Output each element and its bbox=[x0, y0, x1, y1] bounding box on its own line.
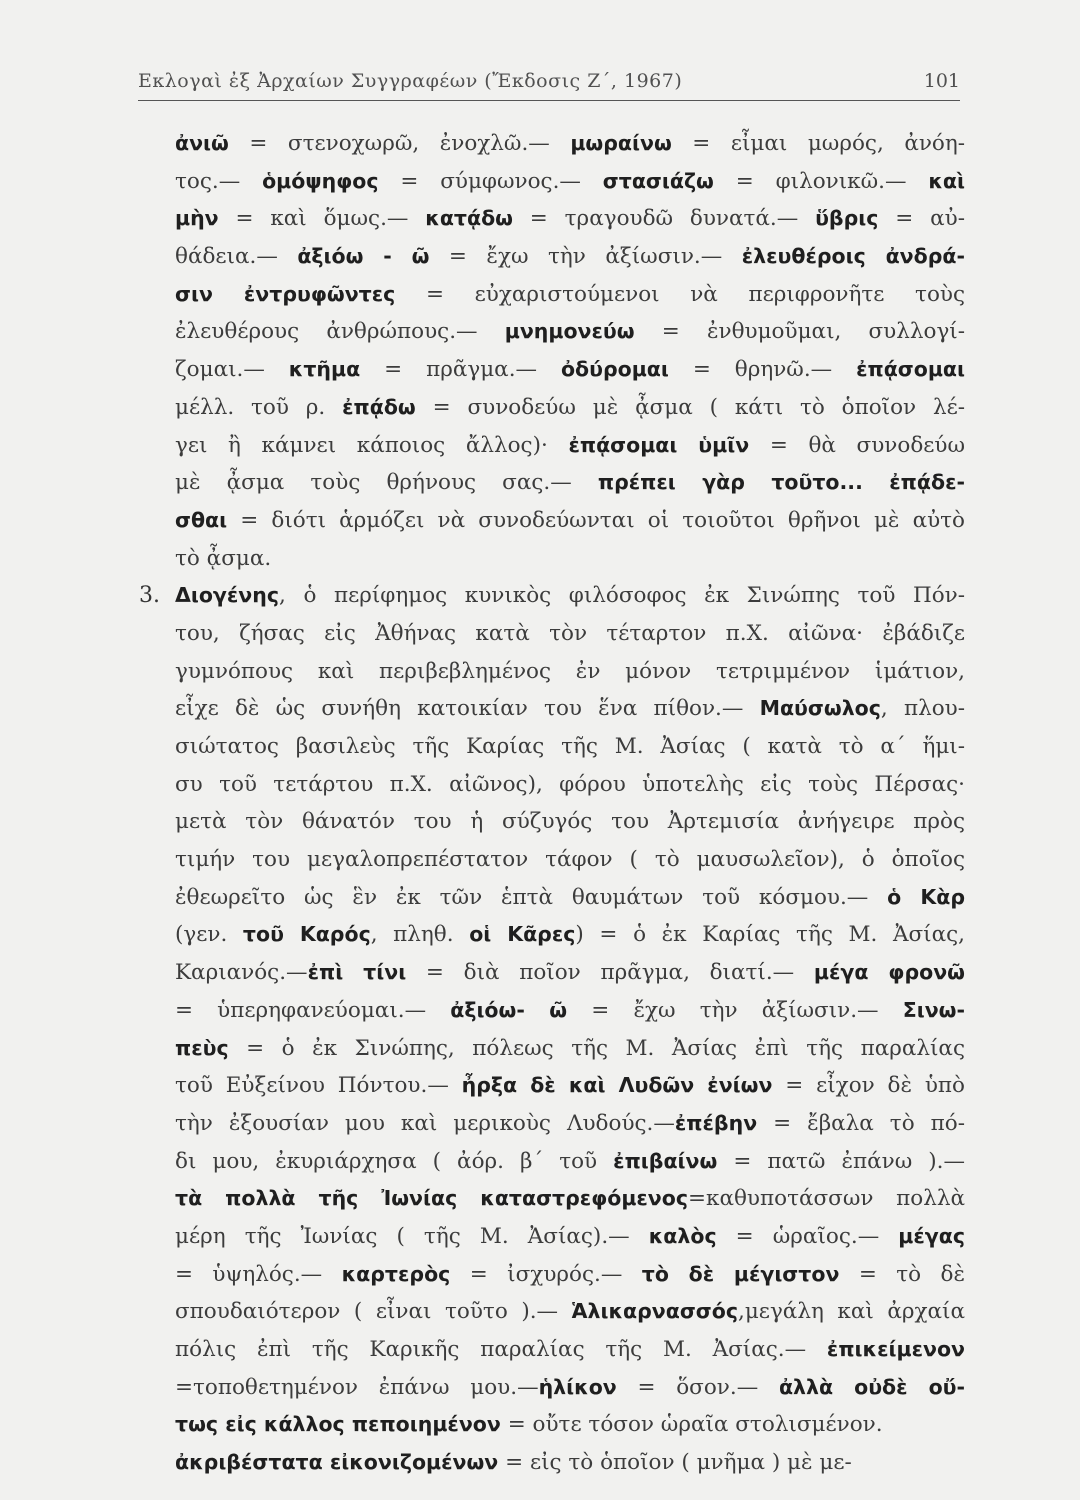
text-run: =τοποθετημένον ἐπάνω μου.— bbox=[175, 1374, 539, 1400]
text-run: = θρηνῶ.— bbox=[668, 357, 857, 383]
bold-term: τως εἰς κάλλος πεποιημένον bbox=[175, 1412, 501, 1437]
text-run: Καριανός.— bbox=[175, 960, 308, 986]
bold-term: σιν ἐντρυφῶντες bbox=[175, 281, 396, 306]
text-run: = πρᾶγμα.— bbox=[360, 357, 561, 383]
text-run: = τραγουδῶ δυνατά.— bbox=[512, 206, 816, 232]
text-run: = φιλονικῶ.— bbox=[713, 168, 929, 194]
text-line bbox=[175, 427, 965, 465]
text-line bbox=[175, 351, 965, 389]
bold-term: μωραίνω bbox=[570, 131, 672, 155]
text-line bbox=[175, 1369, 965, 1407]
text-run: = στενοχωρῶ, ἐνοχλῶ.— bbox=[228, 131, 571, 156]
bold-term: ὕβρις bbox=[815, 206, 879, 231]
bold-term: ἀξιόω- ῶ bbox=[450, 997, 568, 1022]
text-line bbox=[175, 1218, 965, 1256]
text-line bbox=[175, 916, 965, 954]
bold-term: μέγα φρονῶ bbox=[813, 960, 965, 985]
bold-term: ἀξιόω - ῶ bbox=[297, 244, 430, 269]
header-title: Εκλογαὶ ἐξ Ἀρχαίων Συγγραφέων (Ἔκδοσις Ζ΄, 1967) bbox=[138, 70, 683, 92]
bold-term: μέγας bbox=[898, 1223, 965, 1248]
text-line bbox=[175, 728, 965, 766]
text-run: = διὰ ποῖον πρᾶγμα, διατί.— bbox=[406, 960, 814, 986]
text-run: = ὑψηλός.— bbox=[175, 1261, 342, 1287]
text-line bbox=[175, 766, 965, 804]
bold-term: ὁ Κὰρ bbox=[887, 884, 965, 909]
text-run: = ἰσχυρός.— bbox=[450, 1261, 642, 1287]
text-run: ἐθεωρεῖτο ὡς ἓν ἐκ τῶν ἑπτὰ θαυμάτων τοῦ κόσμου.— bbox=[175, 884, 888, 910]
bold-term: Μαύσωλος bbox=[759, 696, 881, 721]
text-line bbox=[175, 841, 965, 879]
bold-term: καρτερὸς bbox=[341, 1261, 451, 1286]
bold-term: κτῆμα bbox=[288, 357, 361, 382]
text-run: σιώτατος βασιλεὺς τῆς Καρίας τῆς Μ. Ἀσίας ( κατὰ τὸ α΄ ἥμι- bbox=[175, 734, 965, 759]
text-line bbox=[139, 577, 965, 615]
running-header bbox=[138, 66, 960, 101]
bold-term: τὰ πολλὰ τῆς Ἰωνίας καταστρεφόμενος bbox=[175, 1186, 689, 1211]
text-line bbox=[175, 1067, 965, 1105]
bold-term: Διογένης bbox=[175, 583, 280, 608]
text-run: (γεν. bbox=[175, 922, 243, 948]
bold-term: ἀνιῶ bbox=[175, 131, 229, 155]
bold-term: πρέπει γὰρ τοῦτο... ἐπᾴδε- bbox=[597, 470, 965, 495]
text-line bbox=[175, 313, 965, 351]
text-run: πόλις ἐπὶ τῆς Καρικῆς παραλίας τῆς Μ. Ἀσίας.— bbox=[175, 1337, 827, 1362]
text-line bbox=[175, 1293, 965, 1331]
bold-term: στασιάζω bbox=[602, 168, 714, 193]
text-run: τὸ ᾆσμα. bbox=[175, 545, 272, 571]
text-run: = πατῶ ἐπάνω ).— bbox=[717, 1148, 966, 1174]
text-run: = ὑπερηφανεύομαι.— bbox=[175, 997, 451, 1023]
text-line bbox=[175, 540, 965, 578]
text-run: , ὁ περίφημος κυνικὸς φιλόσοφος ἐκ Σινώπης τοῦ Πόν- bbox=[279, 583, 965, 609]
text-run: σπουδαιότερον ( εἶναι τοῦτο ).— bbox=[175, 1299, 572, 1325]
text-line bbox=[175, 653, 965, 691]
text-line bbox=[175, 1105, 965, 1143]
text-line bbox=[175, 690, 965, 728]
text-run: τος.— bbox=[175, 168, 263, 194]
bold-term: ἐπᾴσομαι bbox=[856, 357, 965, 382]
text-run: = ἔβαλα τὸ πό- bbox=[757, 1110, 965, 1136]
text-run: = θὰ συνοδεύω bbox=[749, 432, 965, 458]
text-run: = ἔχω τὴν ἀξίωσιν.— bbox=[429, 244, 742, 270]
text-run: = εἶμαι μωρός, ἀνόη- bbox=[671, 131, 965, 156]
bold-term: πεὺς bbox=[175, 1035, 229, 1060]
text-run: συ τοῦ τετάρτου π.Χ. αἰῶνος), φόρου ὑποτελὴς εἰς τοὺς Πέρσας· bbox=[175, 771, 965, 797]
text-run: ,μεγάλη καὶ ἀρχαία bbox=[738, 1299, 965, 1325]
text-run: = ἐνθυμοῦμαι, συλλογί- bbox=[634, 319, 965, 345]
text-line bbox=[175, 125, 965, 163]
text-line bbox=[175, 879, 965, 917]
bold-term: ἐπέβην bbox=[674, 1110, 758, 1135]
text-run: μὲ ᾆσμα τοὺς θρήνους σας.— bbox=[175, 470, 598, 496]
text-run: του, ζήσας εἰς Ἀθήνας κατὰ τὸν τέταρτον π.Χ. αἰῶνα· ἐβάδιζε bbox=[175, 620, 965, 646]
text-run: = ὅσον.— bbox=[616, 1374, 779, 1400]
text-line bbox=[175, 1180, 965, 1218]
text-body bbox=[139, 125, 966, 1482]
text-run: = ἔχω τὴν ἀξίωσιν.— bbox=[567, 997, 903, 1023]
text-run: μέρη τῆς Ἰωνίας ( τῆς Μ. Ἀσίας).— bbox=[175, 1223, 649, 1249]
bold-term: καὶ bbox=[928, 168, 965, 193]
text-line bbox=[175, 464, 965, 502]
bold-term: Σινω- bbox=[902, 997, 965, 1022]
bold-term: ἐπιβαίνω bbox=[613, 1148, 718, 1173]
text-run: τὴν ἐξουσίαν μου καὶ μερικοὺς Λυδούς.— bbox=[175, 1110, 675, 1136]
bold-term: μὴν bbox=[175, 206, 219, 231]
bold-term: ἡλίκον bbox=[538, 1374, 617, 1399]
bold-term: οἱ Κᾶρες bbox=[469, 922, 576, 947]
text-run: = ὡραῖος.— bbox=[716, 1223, 899, 1249]
text-run: μέλλ. τοῦ ρ. bbox=[175, 394, 343, 420]
bold-term: ἐπᾴσομαι ὑμῖν bbox=[568, 432, 750, 457]
bold-term: τὸ δὲ μέγιστον bbox=[641, 1261, 840, 1286]
text-run: = συνοδεύω μὲ ᾆσμα ( κάτι τὸ ὁποῖον λέ- bbox=[415, 394, 965, 420]
bold-term: ὁμόψηφος bbox=[262, 168, 379, 193]
text-run: εἶχε δὲ ὡς συνήθη κατοικίαν του ἕνα πίθον.— bbox=[175, 696, 760, 722]
bold-term: ἐπὶ τίνι bbox=[307, 960, 407, 985]
text-run: δι μου, ἐκυριάρχησα ( ἀόρ. β΄ τοῦ bbox=[175, 1148, 614, 1174]
text-run: = σύμφωνος.— bbox=[378, 168, 603, 194]
bold-term: Ἁλικαρνασσός bbox=[571, 1299, 738, 1324]
text-run: θάδεια.— bbox=[175, 244, 298, 270]
text-line bbox=[175, 238, 965, 276]
text-line bbox=[175, 615, 965, 653]
text-line bbox=[175, 163, 965, 201]
text-run: τοῦ Εὐξείνου Πόντου.— bbox=[175, 1073, 462, 1099]
text-line bbox=[175, 992, 965, 1030]
bold-term: ἀλλὰ οὐδὲ οὔ- bbox=[778, 1374, 966, 1399]
text-run: = ὁ ἐκ Σινώπης, πόλεως τῆς Μ. Ἀσίας ἐπὶ τῆς παραλίας bbox=[228, 1035, 965, 1061]
text-line bbox=[175, 1256, 965, 1294]
text-run: = εἰς τὸ ὁποῖον ( μνῆμα ) μὲ με- bbox=[498, 1450, 852, 1476]
bold-term: ἀκριβέστατα εἰκονιζομένων bbox=[175, 1450, 499, 1475]
text-line bbox=[175, 502, 965, 540]
text-run: ζομαι.— bbox=[175, 357, 289, 383]
bold-term: καλὸς bbox=[648, 1223, 717, 1248]
text-line bbox=[175, 1444, 965, 1482]
bold-term: ἐλευθέροις ἀνδρά- bbox=[741, 244, 965, 269]
text-line bbox=[175, 200, 965, 238]
text-run: ) = ὁ ἐκ Καρίας τῆς Μ. Ἀσίας, bbox=[575, 922, 965, 948]
bold-term: κατᾴδω bbox=[425, 206, 513, 231]
text-line bbox=[175, 1143, 965, 1181]
bold-term: τοῦ Καρός bbox=[242, 922, 371, 947]
text-line bbox=[175, 1406, 965, 1444]
text-run: , πλου- bbox=[880, 696, 965, 722]
text-run: = εἶχον δὲ ὑπὸ bbox=[772, 1073, 965, 1099]
text-run: = οὔτε τόσον ὡραῖα στολισμένον. bbox=[500, 1412, 883, 1438]
text-run: μετὰ τὸν θάνατόν του ἡ σύζυγός του Ἀρτεμισία ἀνήγειρε πρὸς bbox=[175, 809, 965, 835]
bold-term: σθαι bbox=[175, 507, 228, 532]
text-run: = διότι ἁρμόζει νὰ συνοδεύωνται οἱ τοιοῦτοι θρῆνοι μὲ αὐτὸ bbox=[227, 507, 965, 533]
text-line bbox=[175, 1331, 965, 1369]
text-line bbox=[175, 954, 965, 992]
text-line bbox=[175, 276, 965, 314]
section-number: 3. bbox=[139, 583, 160, 609]
text-line bbox=[175, 389, 965, 427]
text-run: = καὶ ὅμως.— bbox=[218, 206, 426, 232]
text-run: ἐλευθέρους ἀνθρώπους.— bbox=[175, 319, 505, 345]
bold-term: ἐπικείμενον bbox=[826, 1337, 965, 1361]
text-run: , πληθ. bbox=[370, 922, 470, 948]
text-run: τιμήν του μεγαλοπρεπέστατον τάφον ( τὸ μαυσωλεῖον), ὁ ὁποῖος bbox=[175, 847, 965, 873]
text-line bbox=[175, 1030, 965, 1068]
text-run: = εὐχαριστούμενοι νὰ περιφρονῆτε τοὺς bbox=[395, 281, 965, 307]
bold-term: ὀδύρομαι bbox=[560, 357, 669, 382]
text-run: γυμνόπους καὶ περιβεβλημένος ἐν μόνον τετριμμένον ἱμάτιον, bbox=[175, 658, 965, 684]
bold-term: μνημονεύω bbox=[504, 319, 635, 344]
text-run: = τὸ δὲ bbox=[839, 1261, 965, 1287]
text-run: =καθυποτάσσων πολλὰ bbox=[688, 1186, 965, 1212]
bold-term: ἐπᾴδω bbox=[342, 394, 416, 419]
text-run: γει ἢ κάμνει κάποιος ἄλλος)· bbox=[175, 432, 569, 458]
text-line bbox=[175, 803, 965, 841]
page-number: 101 bbox=[923, 70, 960, 92]
bold-term: ἦρξα δὲ καὶ Λυδῶν ἐνίων bbox=[461, 1073, 773, 1098]
text-run: = αὐ- bbox=[878, 206, 965, 232]
